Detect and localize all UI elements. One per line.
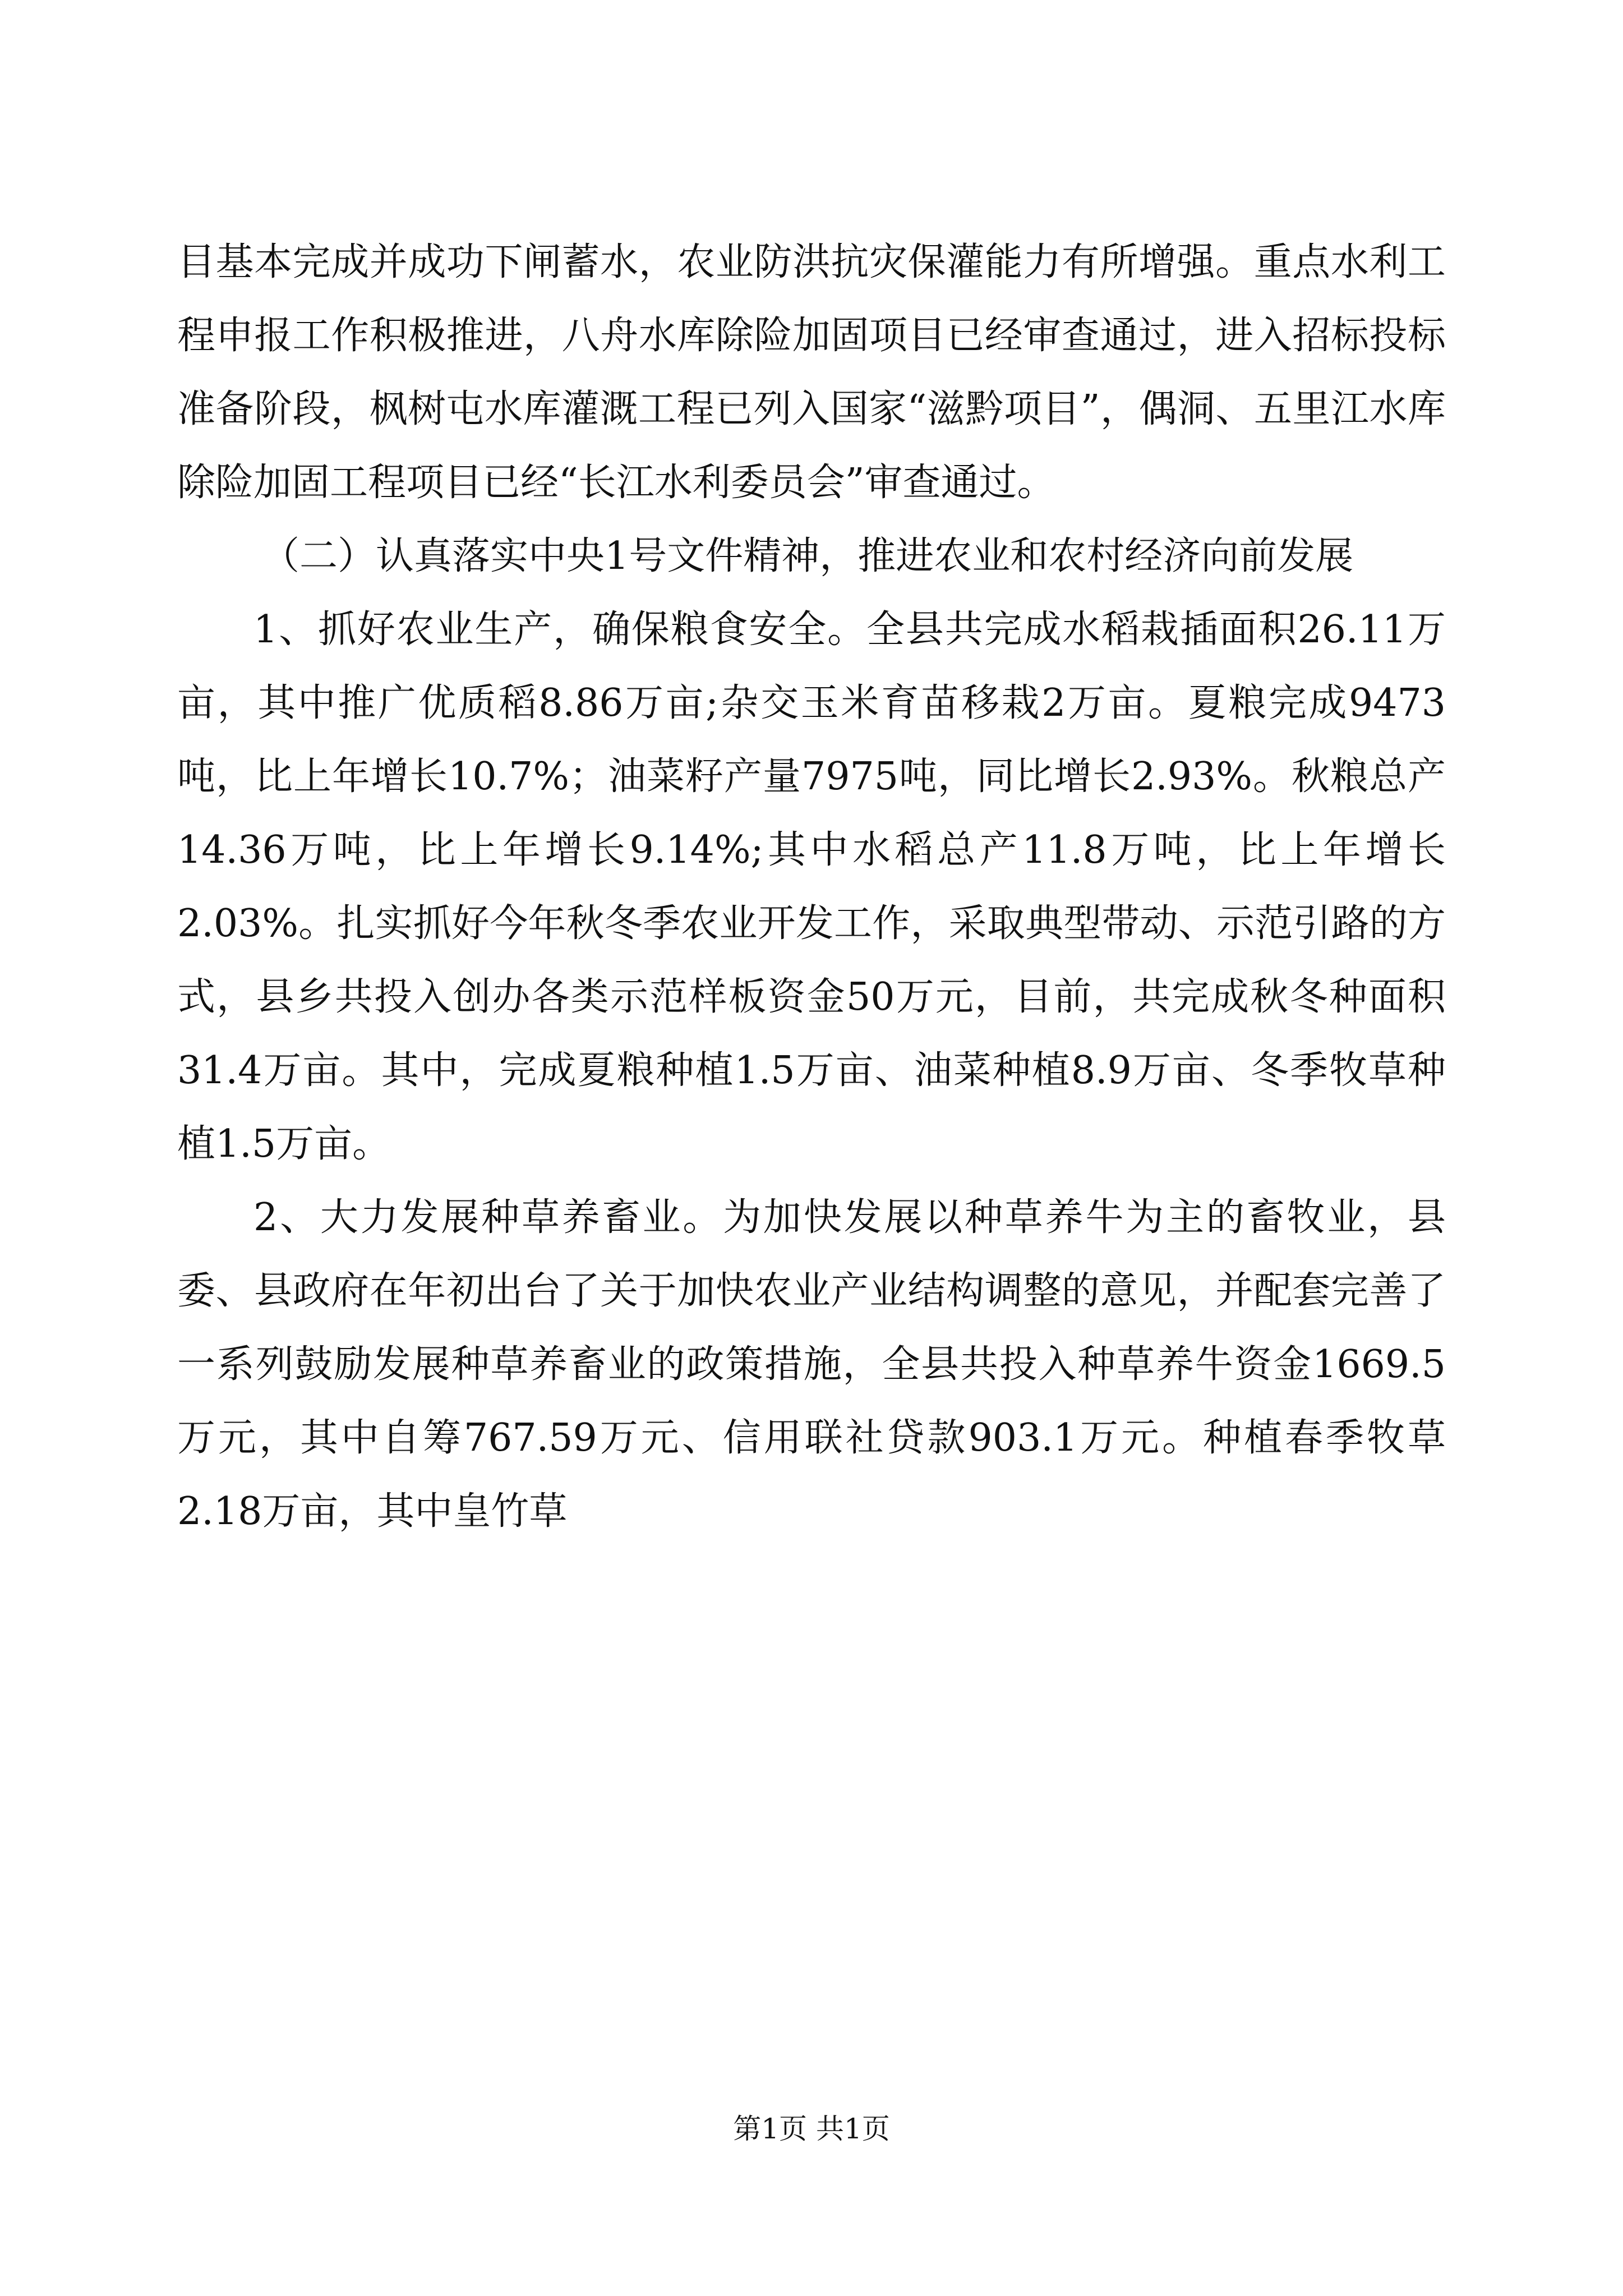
paragraph-grain-production: 1、抓好农业生产，确保粮食安全。全县共完成水稻栽插面积26.11万亩，其中推广优质稻8.86万亩;杂交玉米育苗移栽2万亩。夏粮完成9473吨，比上年增长10.7%；油菜籽产量7975吨，同比增长2.93%。秋粮总产14.36万吨，比上年增长9.14%;其中水稻总产11.8万吨，比上年增长2.03%。扎实抓好今年秋冬季农业开发工作，采取典型带动、示范引路的方式，县乡共投入创办各类示范样板资金50万元，目前，共完成秋冬种面积31.4万亩。其中，完成夏粮种植1.5万亩、油菜种植8.9万亩、冬季牧草种植1.5万亩。 [177, 608, 1446, 1166]
page-footer: 第1页 共1页 [733, 2113, 890, 2145]
paragraph-water-projects: 目基本完成并成功下闸蓄水，农业防洪抗灾保灌能力有所增强。重点水利工程申报工作积极推进，八舟水库除险加固项目已经审查通过，进入招标投标准备阶段，枫树屯水库灌溉工程已列入国家“滋黔项目”，偶洞、五里江水库除险加固工程项目已经“长江水利委员会”审查通过。 [177, 240, 1446, 505]
section-heading-2: （二）认真落实中央1号文件精神，推进农业和农村经济向前发展 [261, 534, 1354, 578]
document-body [177, 226, 1446, 1548]
paragraph-livestock: 2、大力发展种草养畜业。为加快发展以种草养牛为主的畜牧业，县委、县政府在年初出台了关于加快农业产业结构调整的意见，并配套完善了一系列鼓励发展种草养畜业的政策措施，全县共投入种草养牛资金1669.5万元，其中自筹767.59万元、信用联社贷款903.1万元。种植春季牧草2.18万亩，其中皇竹草 [177, 1195, 1446, 1534]
